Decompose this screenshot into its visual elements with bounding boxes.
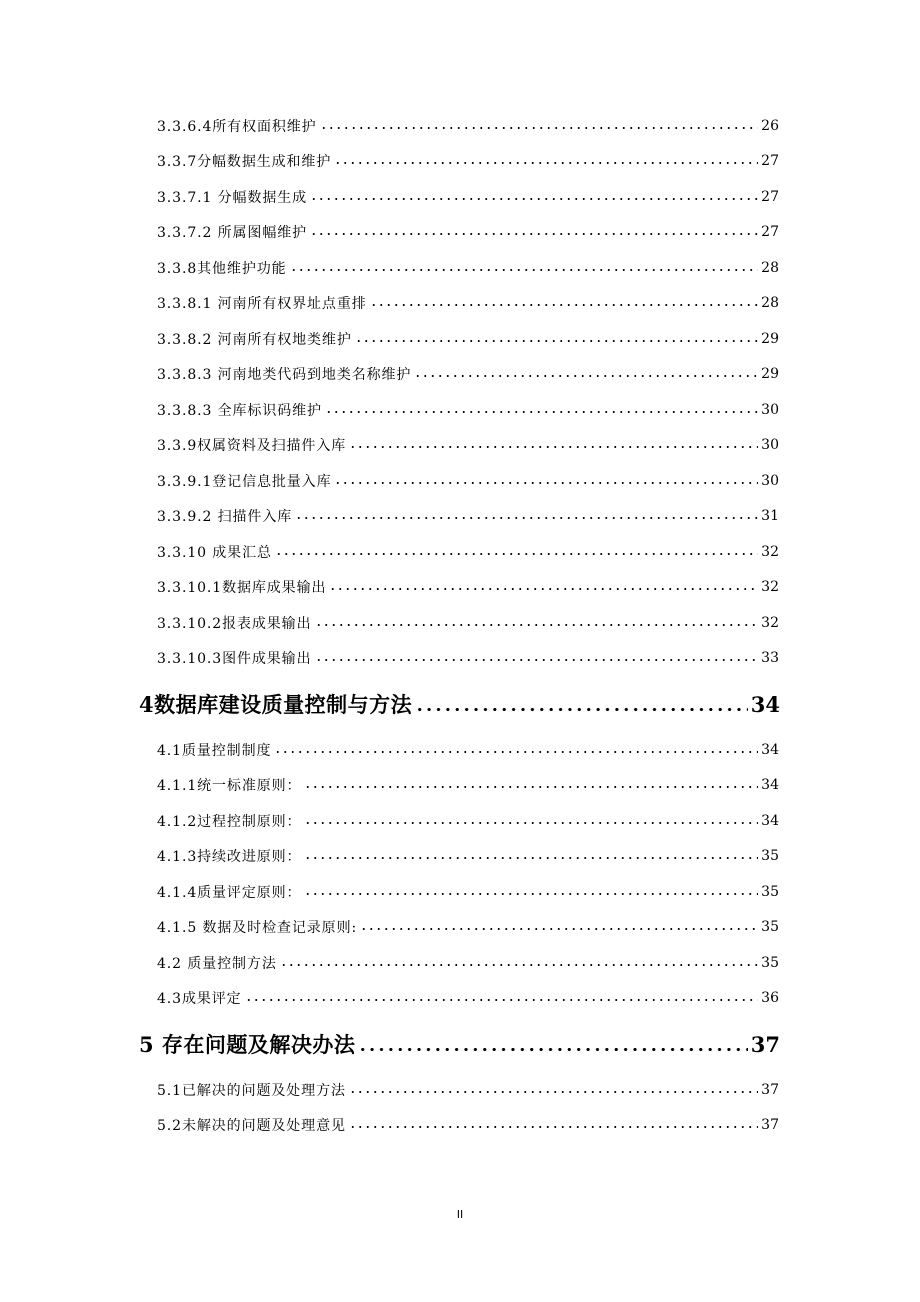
toc-entry[interactable] — [0, 108, 920, 144]
toc-dot-leader — [360, 923, 758, 935]
toc-entry-title: 3.3.7.2 所属图幅维护 — [157, 225, 308, 242]
toc-entry-title: 3.3.9.2 扫描件入库 — [157, 509, 293, 526]
toc-entry[interactable] — [0, 428, 920, 464]
toc-dot-leader — [334, 157, 758, 169]
toc-entry-page-number: 32 — [761, 543, 779, 560]
toc-entry[interactable] — [0, 357, 920, 393]
toc-entry-title: 4.1.3持续改进原则： — [157, 849, 302, 866]
toc-entry[interactable] — [0, 215, 920, 251]
toc-dot-leader — [370, 299, 759, 311]
toc-entry-title: 3.3.9.1登记信息批量入库 — [157, 473, 332, 490]
toc-dot-leader — [315, 654, 759, 666]
toc-entry-title: 4.1.5 数据及时检查记录原则: — [157, 920, 358, 937]
toc-entry[interactable] — [0, 910, 920, 946]
toc-dot-leader — [349, 441, 758, 453]
toc-dot-leader — [334, 477, 758, 489]
toc-entry[interactable] — [0, 144, 920, 180]
toc-entry-title: 3.3.7分幅数据生成和维护 — [157, 154, 332, 171]
toc-entry-page-number: 34 — [761, 812, 779, 829]
toc-entry-page-number: 27 — [761, 188, 779, 205]
toc-entry-page-number: 28 — [761, 295, 779, 312]
toc-entry-title: 3.3.8其他维护功能 — [157, 260, 287, 277]
toc-dot-leader — [290, 264, 759, 276]
toc-entry[interactable] — [0, 286, 920, 322]
toc-entry-page-number: 37 — [761, 1081, 779, 1098]
toc-entry[interactable] — [0, 945, 920, 981]
toc-dot-leader — [304, 817, 758, 829]
toc-dot-leader — [310, 228, 758, 240]
toc-entry-title: 4.1.4质量评定原则： — [157, 884, 302, 901]
toc-entry-page-number: 29 — [761, 366, 779, 383]
toc-entry[interactable] — [0, 605, 920, 641]
toc-dot-leader — [414, 370, 758, 382]
toc-entry[interactable] — [0, 534, 920, 570]
toc-entry[interactable] — [0, 1108, 920, 1144]
toc-entry-title: 3.3.8.1 河南所有权界址点重排 — [157, 296, 367, 313]
toc-entry-title: 5 存在问题及解决办法 — [139, 1032, 356, 1057]
toc-entry-page-number: 27 — [761, 224, 779, 241]
toc-entry[interactable] — [0, 732, 920, 768]
toc-entry-page-number: 30 — [761, 437, 779, 454]
toc-entry-page-number: 35 — [761, 954, 779, 971]
toc-entry[interactable] — [0, 179, 920, 215]
toc-dot-leader — [275, 548, 758, 560]
toc-entry-page-number: 30 — [761, 472, 779, 489]
toc-dot-leader — [310, 193, 758, 205]
toc-dot-leader — [325, 406, 758, 418]
toc-dot-leader — [274, 746, 758, 758]
toc-entry-page-number: 31 — [761, 508, 779, 525]
toc-dot-leader — [320, 122, 759, 134]
toc-entry-page-number: 32 — [761, 614, 779, 631]
toc-entry-title: 3.3.10.3图件成果输出 — [157, 651, 312, 668]
toc-entry[interactable] — [0, 463, 920, 499]
toc-chapter-entry[interactable] — [0, 676, 920, 732]
toc-entry[interactable] — [0, 392, 920, 428]
toc-entry[interactable] — [0, 321, 920, 357]
toc-entry-title: 4.1质量控制制度 — [157, 742, 272, 759]
toc-entry-page-number: 32 — [761, 579, 779, 596]
toc-dot-leader — [304, 781, 758, 793]
toc-entry-title: 4数据库建设质量控制与方法 — [139, 692, 413, 717]
toc-entry-page-number: 34 — [761, 777, 779, 794]
toc-entry-page-number: 34 — [761, 741, 779, 758]
toc-entry[interactable] — [0, 250, 920, 286]
toc-entry-title: 5.1已解决的问题及处理方法 — [157, 1082, 346, 1099]
toc-entry-title: 5.2未解决的问题及处理意见 — [157, 1118, 346, 1135]
toc-entry[interactable] — [0, 768, 920, 804]
toc-entry[interactable] — [0, 1072, 920, 1108]
toc-entry-page-number: 30 — [761, 401, 779, 418]
toc-entry-page-number: 35 — [761, 848, 779, 865]
toc-entry-page-number: 27 — [761, 153, 779, 170]
toc-entry-title: 3.3.8.3 全库标识码维护 — [157, 402, 322, 419]
toc-entry-title: 4.1.2过程控制原则： — [157, 813, 302, 830]
toc-dot-leader — [315, 619, 759, 631]
toc-entry-page-number: 35 — [761, 919, 779, 936]
toc-dot-leader — [415, 702, 748, 716]
toc-dot-leader — [295, 512, 758, 524]
toc-entry-title: 3.3.6.4所有权面积维护 — [157, 118, 317, 135]
toc-dot-leader — [280, 959, 758, 971]
toc-dot-leader — [349, 1086, 758, 1098]
toc-dot-leader — [304, 888, 758, 900]
toc-entry-page-number: 29 — [761, 330, 779, 347]
toc-chapter-entry[interactable] — [0, 1016, 920, 1072]
toc-entry-page-number: 26 — [761, 117, 779, 134]
toc-entry-title: 3.3.9权属资料及扫描件入库 — [157, 438, 347, 455]
toc-dot-leader — [349, 1121, 758, 1133]
toc-entry[interactable] — [0, 803, 920, 839]
toc-entry-title: 3.3.8.2 河南所有权地类维护 — [157, 331, 352, 348]
toc-entry[interactable] — [0, 839, 920, 875]
toc-entry-page-number: 37 — [750, 1031, 780, 1057]
toc-entry[interactable] — [0, 874, 920, 910]
toc-entry-title: 3.3.10 成果汇总 — [157, 544, 272, 561]
toc-entry[interactable] — [0, 641, 920, 677]
toc-entry-title: 4.3成果评定 — [157, 991, 242, 1008]
page-footer-number: II — [456, 1208, 464, 1221]
table-of-contents — [0, 108, 920, 1143]
toc-entry-page-number: 36 — [761, 990, 779, 1007]
toc-entry-title: 3.3.10.2报表成果输出 — [157, 615, 312, 632]
toc-entry-title: 3.3.10.1数据库成果输出 — [157, 580, 327, 597]
toc-entry[interactable] — [0, 981, 920, 1017]
toc-entry-page-number: 28 — [761, 259, 779, 276]
toc-entry-page-number: 33 — [761, 650, 779, 667]
toc-dot-leader — [329, 583, 758, 595]
toc-entry-page-number: 37 — [761, 1117, 779, 1134]
toc-entry-page-number: 35 — [761, 883, 779, 900]
toc-entry[interactable] — [0, 499, 920, 535]
toc-entry[interactable] — [0, 570, 920, 606]
toc-entry-title: 4.2 质量控制方法 — [157, 955, 277, 972]
toc-entry-title: 3.3.7.1 分幅数据生成 — [157, 189, 308, 206]
toc-dot-leader — [358, 1042, 747, 1056]
toc-entry-title: 4.1.1统一标准原则： — [157, 778, 302, 795]
toc-entry-page-number: 34 — [750, 691, 780, 717]
toc-dot-leader — [355, 335, 758, 347]
toc-dot-leader — [304, 852, 758, 864]
toc-dot-leader — [245, 994, 759, 1006]
toc-entry-title: 3.3.8.3 河南地类代码到地类名称维护 — [157, 367, 412, 384]
